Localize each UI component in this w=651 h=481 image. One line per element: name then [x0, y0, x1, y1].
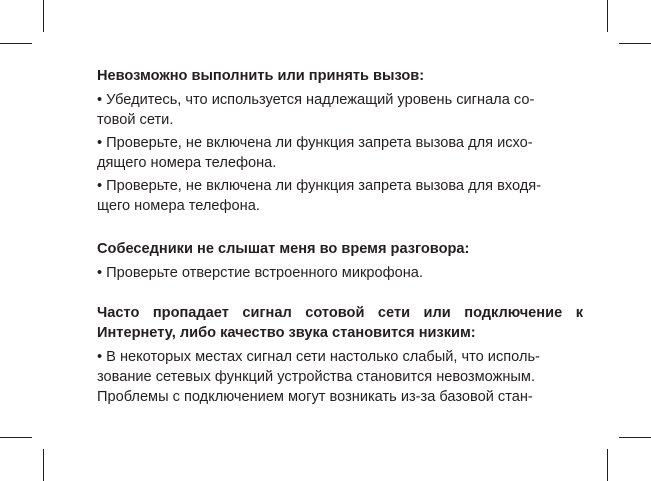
list-item: • В некоторых местах сигнал сети настолько слабый, что исполь- зование сетевых функций устройства становится невозможным. Проблемы с подключением могут возникать из-за базовой стан-: [97, 349, 540, 405]
crop-mark-top-right-vertical: [607, 0, 608, 32]
section-cannot-hear: [97, 239, 583, 283]
section-cannot-call: [97, 66, 583, 216]
section-signal-loss: [97, 303, 583, 407]
crop-mark-bottom-right-horizontal: [619, 437, 651, 438]
list-item: • Проверьте, не включена ли функция запрета вызова для входя- щего номера телефона.: [97, 178, 542, 214]
crop-mark-top-left-vertical: [43, 0, 44, 32]
section-heading: Собеседники не слышат меня во время разговора:: [97, 241, 470, 257]
crop-mark-top-right-horizontal: [619, 43, 651, 44]
list-item: • Проверьте отверстие встроенного микрофона.: [97, 265, 423, 281]
section-heading: Невозможно выполнить или принять вызов:: [97, 68, 425, 84]
page-content: [97, 66, 583, 410]
section-heading: Часто пропадает сигнал сотовой сети или подключение к Интернету, либо качество звука становится низким:: [97, 305, 583, 341]
crop-mark-top-left-horizontal: [0, 43, 32, 44]
crop-mark-bottom-left-horizontal: [0, 437, 32, 438]
crop-mark-bottom-right-vertical: [607, 449, 608, 481]
crop-mark-bottom-left-vertical: [43, 449, 44, 481]
list-item: • Убедитесь, что используется надлежащий уровень сигнала со- товой сети.: [97, 92, 539, 128]
list-item: • Проверьте, не включена ли функция запрета вызова для исхо- дящего номера телефона.: [97, 135, 533, 171]
